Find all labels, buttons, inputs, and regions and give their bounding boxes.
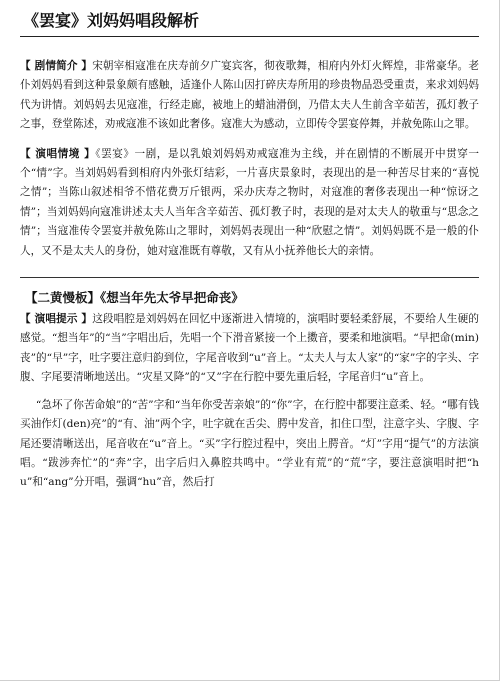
singing-tips-paragraph (20, 310, 479, 388)
plot-summary-text: 宋朝宰相寇准在庆寿前夕广宴宾客，彻夜歌舞，相府内外灯火辉煌，非常豪华。老仆刘妈妈看到这种景象颇有感触，适逢仆人陈山因打碎庆寿所用的珍贵物品恐受重责，来求刘妈妈代为讲情。刘妈妈去见寇准，行经走廊，被地上的蜡油滑倒，乃借太夫人生前含辛茹苦，孤灯教子之事，登堂陈述，劝戒寇准不该如此奢侈。寇准大为感动，立即传令罢宴停舞，并赦免陈山之罪。 (20, 60, 479, 131)
singing-tips-text: 这段唱腔是刘妈妈在回忆中逐渐进入情境的，演唱时要轻柔舒展，不要给人生硬的感觉。“想当年”的“当”字唱出后，先唱一个下滑音紧接一个上擞音，要柔和地演唱。“早把命(min)丧”的“早”字，吐字要注意归韵到位，字尾音收到“u”音上。“太夫人与太人家”的“家”字的字头、字腹、字尾要清晰地送出。“灾星又降”的“又”字在行腔中要先重后轻，字尾音归“u”音上。 (20, 313, 479, 384)
title-underline (20, 36, 479, 37)
singing-tips-tag: 【 演唱提示 】 (20, 313, 93, 326)
page-title: 《罢宴》刘妈妈唱段解析 (23, 11, 200, 30)
spacer (20, 388, 479, 396)
performance-context-paragraph (20, 145, 479, 261)
aria-heading: 【二黄慢板】《想当年先太爷早把命丧》 (25, 290, 244, 306)
plot-summary-tag: 【 剧情简介 】 (20, 60, 93, 72)
spacer (20, 135, 479, 145)
performance-context-tag: 【 演唱情境 】 (20, 147, 96, 160)
performance-context-text: 《罢宴》一剧，是以乳娘刘妈妈劝戒寇准为主线，并在剧情的不断展开中贯穿一个“情”字。当刘妈妈看到相府内外张灯结彩，一片喜庆景象时，表现出的是一种苦尽甘来的“喜悦之情”；当陈山叙述相爷不惜花费万斤银两，采办庆寿之物时，对寇准的奢侈表现出一种“惊讶之情”；当刘妈妈向寇准讲述太夫人当年含辛茹苦、孤灯教子时，表现的是对太夫人的敬重与“思念之情”；当寇准传令罢宴并赦免陈山之罪时，刘妈妈表现出一种“欣慰之情”。刘妈妈既不是一般的仆人，又不是太夫人的身份，她对寇准既有尊敬，又有从小抚养他长大的亲情。 (20, 147, 479, 257)
plot-summary-paragraph (20, 57, 479, 135)
section-divider (20, 277, 479, 278)
singing-detail-paragraph: “急坏了你苦命娘”的“苦”字和“当年你受苦亲娘”的“你”字，在行腔中都要注意柔、轻。“哪有钱买油作灯(den)亮”的“有、油”两个字，吐字就在舌尖、腭中发音，扣住口型，注意字头、字腹、字尾还要清晰送出，尾音收在“u”音上。“买”字行腔过程中，突出上腭音。“灯”字用“提气”的方法演唱。“跋涉奔忙”的“奔”字，出字后归入鼻腔共鸣中。“学业有荒”的“荒”字，要注意演唱时把“hu”和“ang”分开唱，强调“hu”音，然后打 (20, 398, 479, 489)
